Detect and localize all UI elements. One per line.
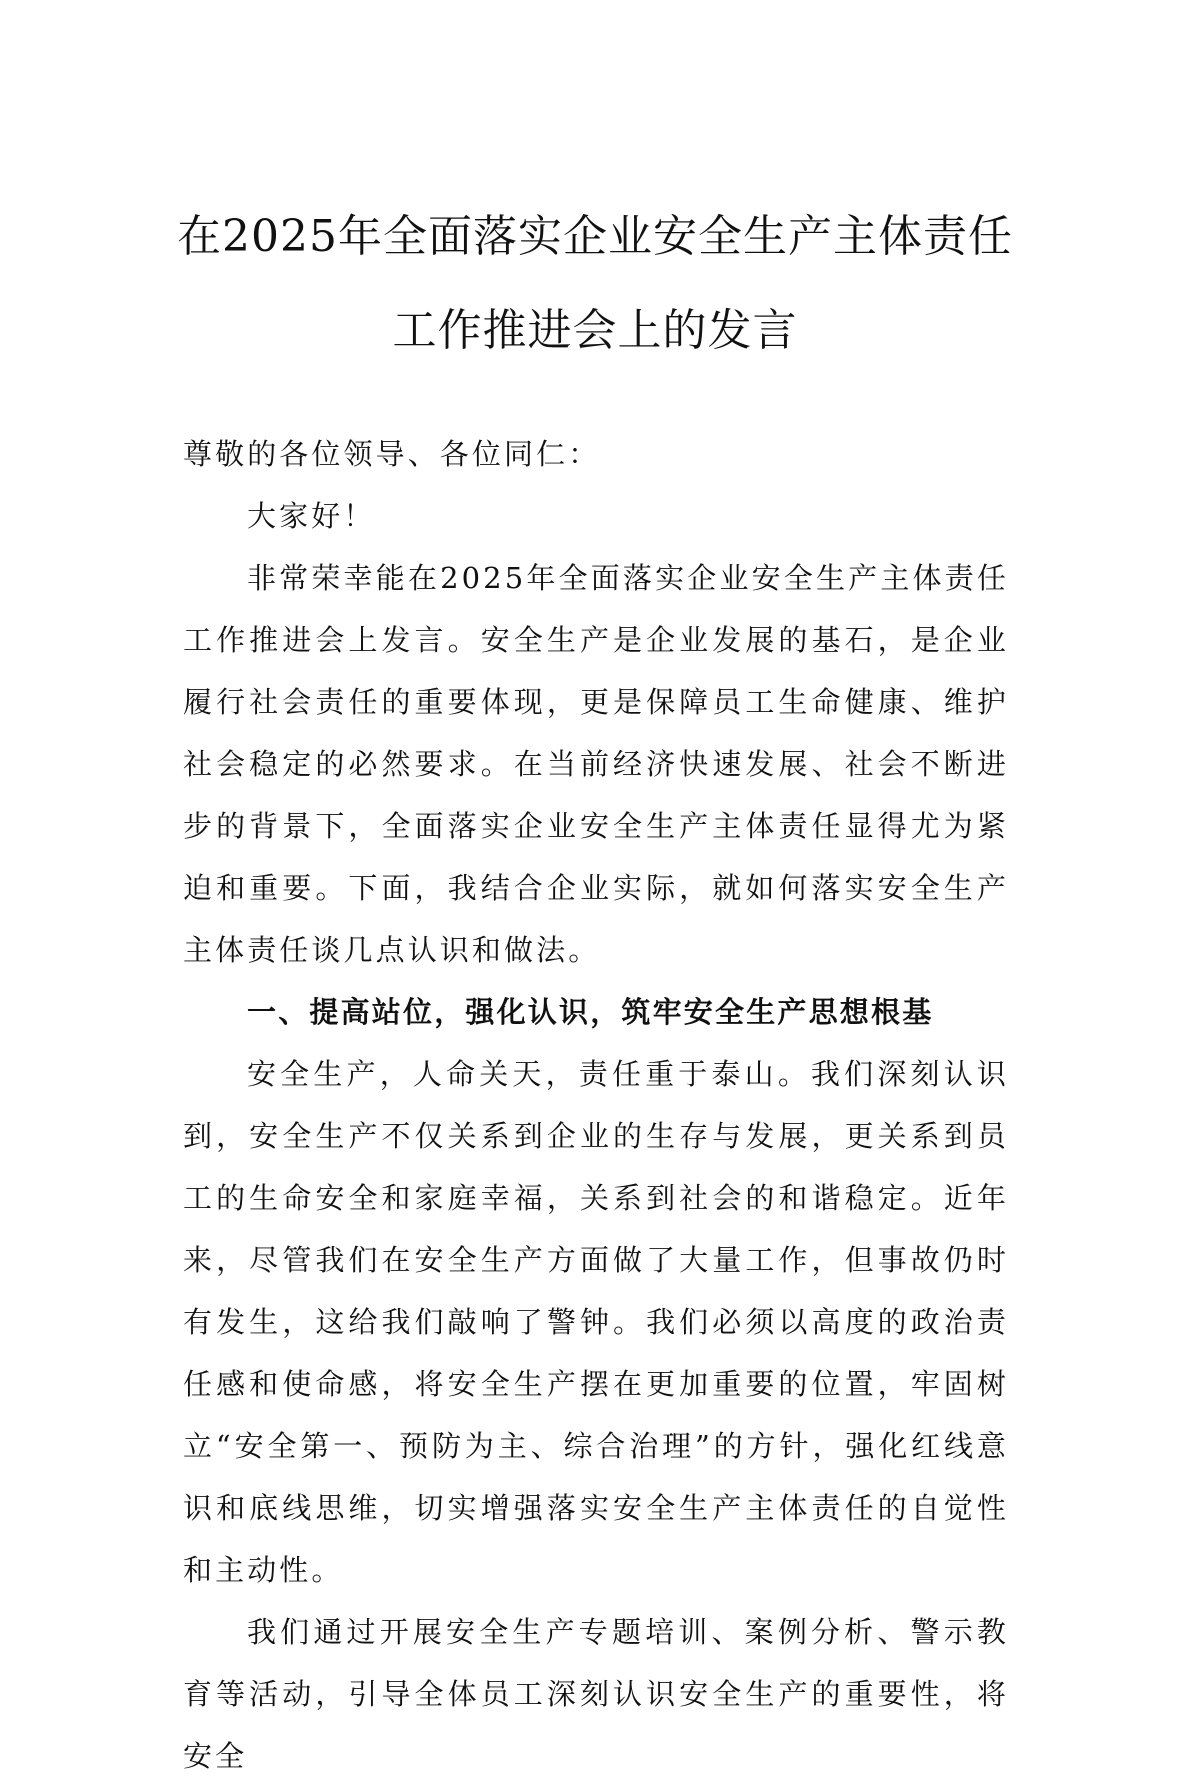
document-title: [150, 190, 1040, 378]
title-line-1: 在2025年全面落实企业安全生产主体责任: [177, 211, 1013, 262]
section-1-paragraph-1: 安全生产，人命关天，责任重于泰山。我们深刻认识到，安全生产不仅关系到企业的生存与发展，更关系到员工的生命安全和家庭幸福，关系到社会的和谐稳定。近年来，尽管我们在安全生产方面做了大量工作，但事故仍时有发生，这给我们敲响了警钟。我们必须以高度的政治责任感和使命感，将安全生产摆在更加重要的位置，牢固树立“安全第一、预防为主、综合治理”的方针，强化红线意识和底线思维，切实增强落实安全生产主体责任的自觉性和主动性。: [183, 1057, 1009, 1587]
section-1-heading: 一、提高站位，强化认识，筑牢安全生产思想根基: [247, 995, 934, 1029]
section-1-paragraph-2: 我们通过开展安全生产专题培训、案例分析、警示教育等活动，引导全体员工深刻认识安全生产的重要性，将安全: [183, 1615, 1009, 1773]
document-body: [183, 423, 1009, 1787]
greeting: 大家好！: [247, 499, 376, 533]
title-line-2: 工作推进会上的发言: [392, 305, 798, 356]
salutation: 尊敬的各位领导、各位同仁：: [183, 437, 601, 471]
intro-paragraph: 非常荣幸能在2025年全面落实企业安全生产主体责任工作推进会上发言。安全生产是企业发展的基石，是企业履行社会责任的重要体现，更是保障员工生命健康、维护社会稳定的必然要求。在当前经济快速发展、社会不断进步的背景下，全面落实企业安全生产主体责任显得尤为紧迫和重要。下面，我结合企业实际，就如何落实安全生产主体责任谈几点认识和做法。: [183, 561, 1009, 967]
